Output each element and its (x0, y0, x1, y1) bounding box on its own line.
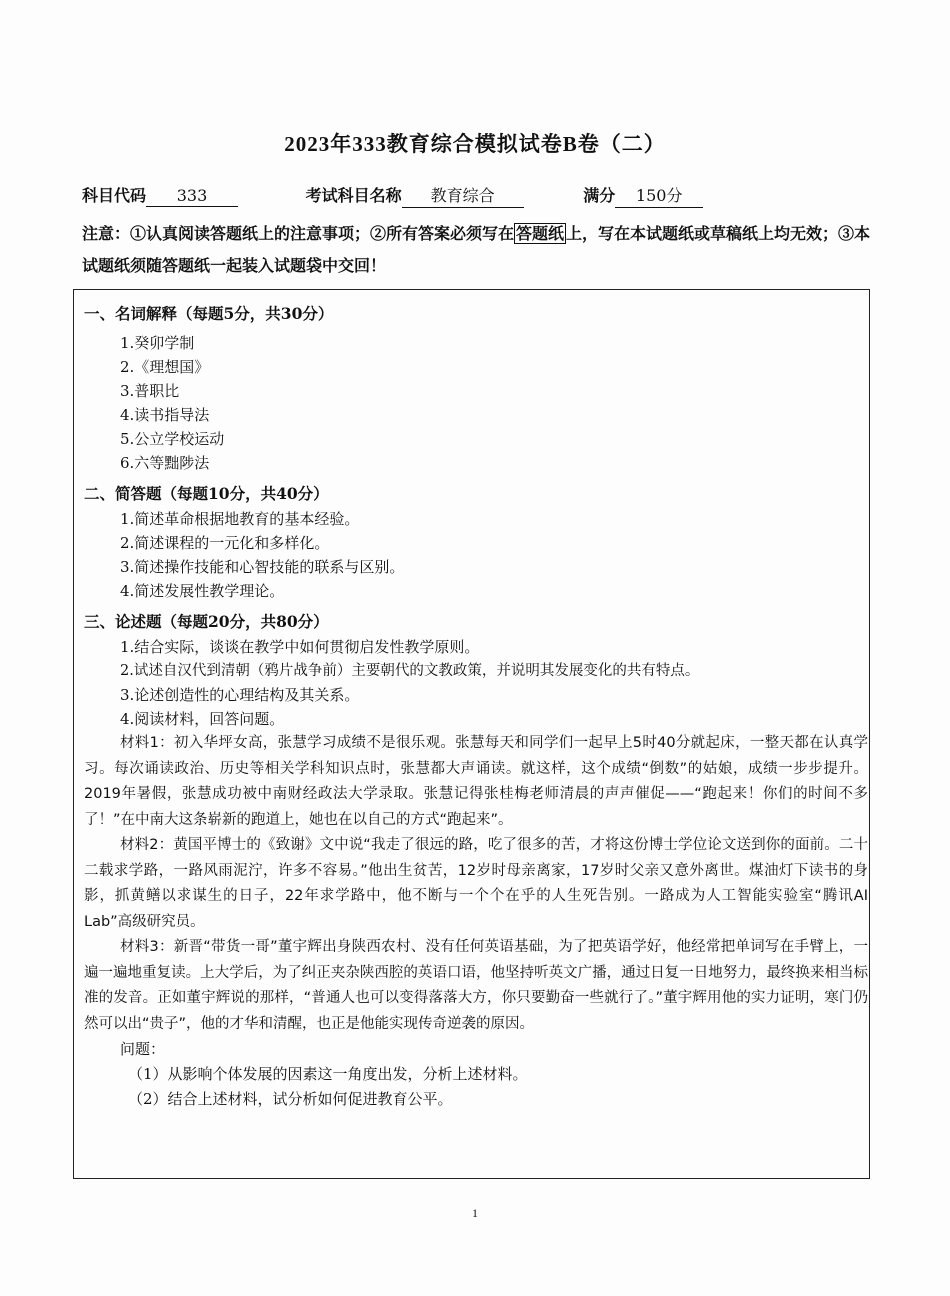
list-item: 4.阅读材料，回答问题。 (120, 710, 285, 728)
list-item: 4.简述发展性教学理论。 (120, 582, 285, 600)
list-item: 1.简述革命根据地教育的基本经验。 (120, 510, 360, 528)
list-item: 2.试述自汉代到清朝（鸦片战争前）主要朝代的文教政策，并说明其发展变化的共有特点。 (120, 663, 700, 679)
question-label: 问题： (120, 1040, 166, 1058)
material-3: 材料3：新晋“带货一哥”董宇辉出身陕西农村、没有任何英语基础，为了把英语学好，他经常把单词写在手臂上，一遍一遍地重复读。上大学后，为了纠正夹杂陕西腔的英语口语，他坚持听英文广播，通过日复一日地努力，最终换来相当标准的发音。正如董宇辉说的那样，“普通人也可以变得落落大方，你只要勤奋一些就行了。”董宇辉用他的实力证明，寒门仍然可以出“贵子”，他的才华和清醒，也正是他能实现传奇逆袭的原因。 (84, 939, 868, 1032)
subject-name-label: 考试科目名称 (305, 186, 402, 205)
full-score-value: 150分 (615, 183, 703, 208)
list-item: 1.癸卯学制 (120, 334, 195, 352)
subject-code-value: 333 (146, 186, 238, 207)
exam-notice (82, 218, 872, 282)
list-item: 4.读书指导法 (120, 406, 210, 424)
notice-text-1: 注意：①认真阅读答题纸上的注意事项；②所有答案必须写在 (82, 224, 515, 243)
list-item: 6.六等黜陟法 (120, 454, 210, 472)
list-item: 3.普职比 (120, 382, 180, 400)
section-1-heading: 一、名词解释（每题5分，共30分） (84, 304, 334, 323)
list-item: 3.论述创造性的心理结构及其关系。 (120, 686, 360, 704)
material-2: 材料2：黄国平博士的《致谢》文中说“我走了很远的路，吃了很多的苦，才将这份博士学位论文送到你的面前。二十二载求学路，一路风雨泥泞，许多不容易。”他出生贫苦，12岁时母亲离家，17岁时父亲又意外离世。煤油灯下读书的身影，抓黄鳝以求谋生的日子，22年求学路中，他不断与一个个在乎的人生死告别。一路成为人工智能实验室“腾讯AI Lab”高级研究员。 (84, 837, 868, 930)
notice-text-2: 上，写在本试题纸或草稿纸上均无效；③本试题纸须随答题纸一起装入试题袋中交回！ (82, 224, 871, 275)
question-content (84, 301, 874, 1112)
subject-code-label: 科目代码 (82, 186, 147, 205)
material-1: 材料1：初入华坪女高，张慧学习成绩不是很乐观。张慧每天和同学们一起早上5时40分就起床，一整天都在认真学习。每次诵读政治、历史等相关学科知识点时，张慧都大声诵读。就这样，这个成绩“倒数”的姑娘，成绩一步步提升。2019年暑假，张慧成功被中南财经政法大学录取。张慧记得张桂梅老师清晨的声声催促——“跑起来！你们的时间不多了！”在中南大这条崭新的跑道上，她也在以自己的方式“跑起来”。 (84, 735, 868, 828)
exam-meta (82, 183, 882, 208)
full-score-label: 满分 (583, 186, 616, 205)
list-item: 5.公立学校运动 (120, 430, 225, 448)
notice-boxed-term: 答题纸 (516, 224, 565, 243)
section-2-heading: 二、简答题（每题10分，共40分） (84, 484, 329, 503)
exam-title: 2023年333教育综合模拟试卷B卷（二） (284, 132, 666, 156)
sub-question: （2）结合上述材料，试分析如何促进教育公平。 (128, 1090, 453, 1108)
list-item: 2.《理想国》 (120, 358, 210, 376)
section-3-heading: 三、论述题（每题20分，共80分） (84, 612, 329, 631)
list-item: 2.简述课程的一元化和多样化。 (120, 534, 330, 552)
list-item: 1.结合实际，谈谈在教学中如何贯彻启发性教学原则。 (120, 638, 480, 656)
subject-name-value: 教育综合 (402, 183, 524, 208)
page-number: 1 (472, 1206, 478, 1220)
list-item: 3.简述操作技能和心智技能的联系与区别。 (120, 558, 405, 576)
sub-question: （1）从影响个体发展的因素这一角度出发，分析上述材料。 (128, 1065, 528, 1083)
